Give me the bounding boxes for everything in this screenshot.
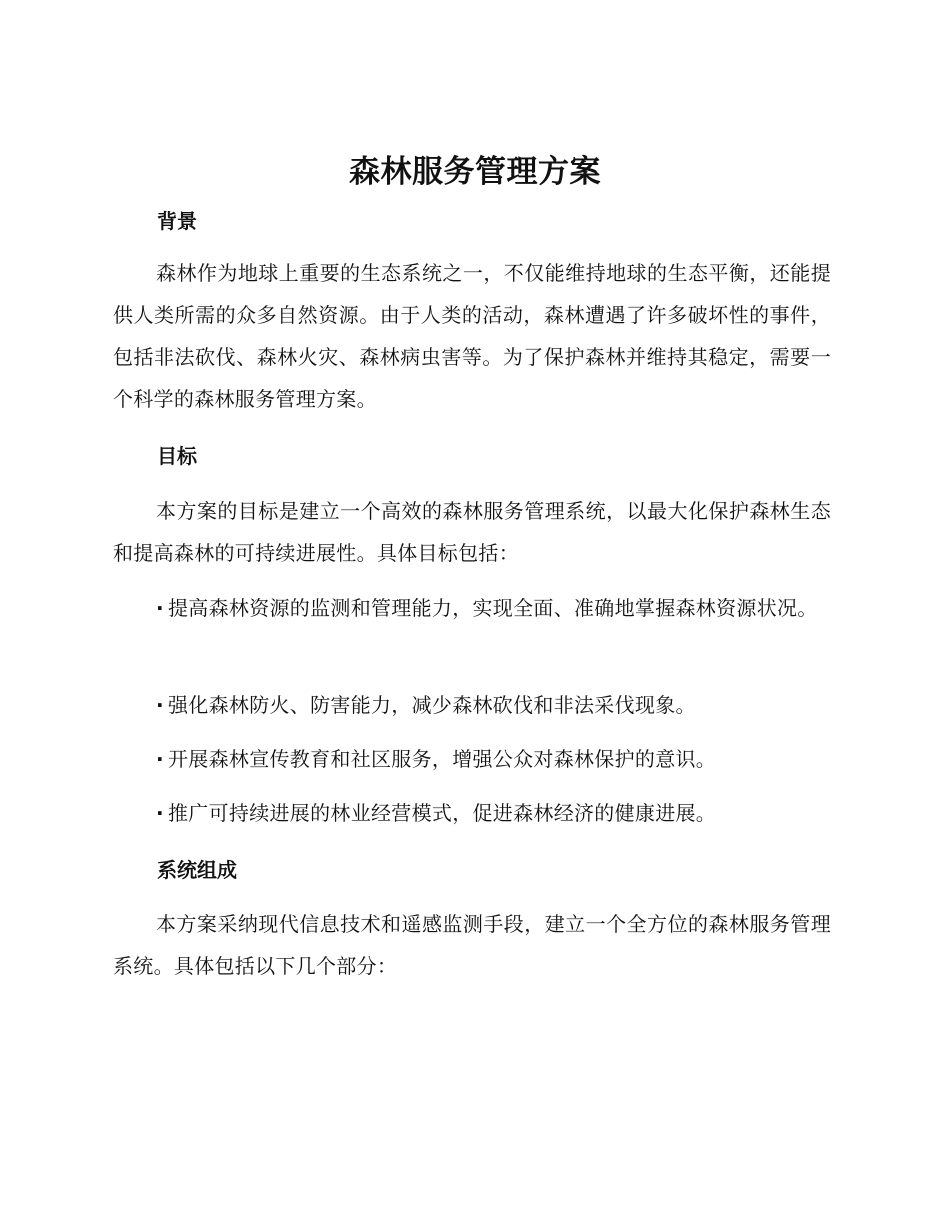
goal-item-1 [113, 587, 831, 629]
paragraph-background: 森林作为地球上重要的生态系统之一，不仅能维持地球的生态平衡，还能提供人类所需的众多自然资源。由于人类的活动，森林遭遇了许多破坏性的事件，包括非法砍伐、森林火灾、森林病虫害等。为了保护森林并维持其稳定，需要一个科学的森林服务管理方案。 [113, 261, 831, 411]
bullet-marker: · [156, 801, 164, 825]
paragraph-system: 本方案采纳现代信息技术和遥感监测手段，建立一个全方位的森林服务管理系统。具体包括以下几个部分： [113, 912, 831, 978]
bullet-marker: · [156, 747, 164, 771]
goal-item-text: 强化森林防火、防害能力，减少森林砍伐和非法采伐现象。 [168, 693, 696, 717]
goal-item-text: 提高森林资源的监测和管理能力，实现全面、准确地掌握森林资源状况。 [168, 596, 818, 620]
goal-item-3 [113, 738, 831, 780]
bullet-marker: · [156, 596, 164, 620]
heading-goals: 目标 [157, 444, 197, 468]
paragraph-goals: 本方案的目标是建立一个高效的森林服务管理系统，以最大化保护森林生态和提高森林的可持续进展性。具体目标包括： [113, 499, 831, 565]
goal-item-2 [113, 684, 831, 726]
heading-system: 系统组成 [157, 858, 237, 882]
goal-item-4 [113, 792, 831, 834]
document-title: 森林服务管理方案 [349, 154, 601, 190]
goal-item-text: 推广可持续进展的林业经营模式，促进森林经济的健康进展。 [168, 801, 717, 825]
goal-item-text: 开展森林宣传教育和社区服务，增强公众对森林保护的意识。 [168, 747, 717, 771]
heading-background: 背景 [157, 209, 197, 233]
bullet-marker: · [156, 693, 164, 717]
